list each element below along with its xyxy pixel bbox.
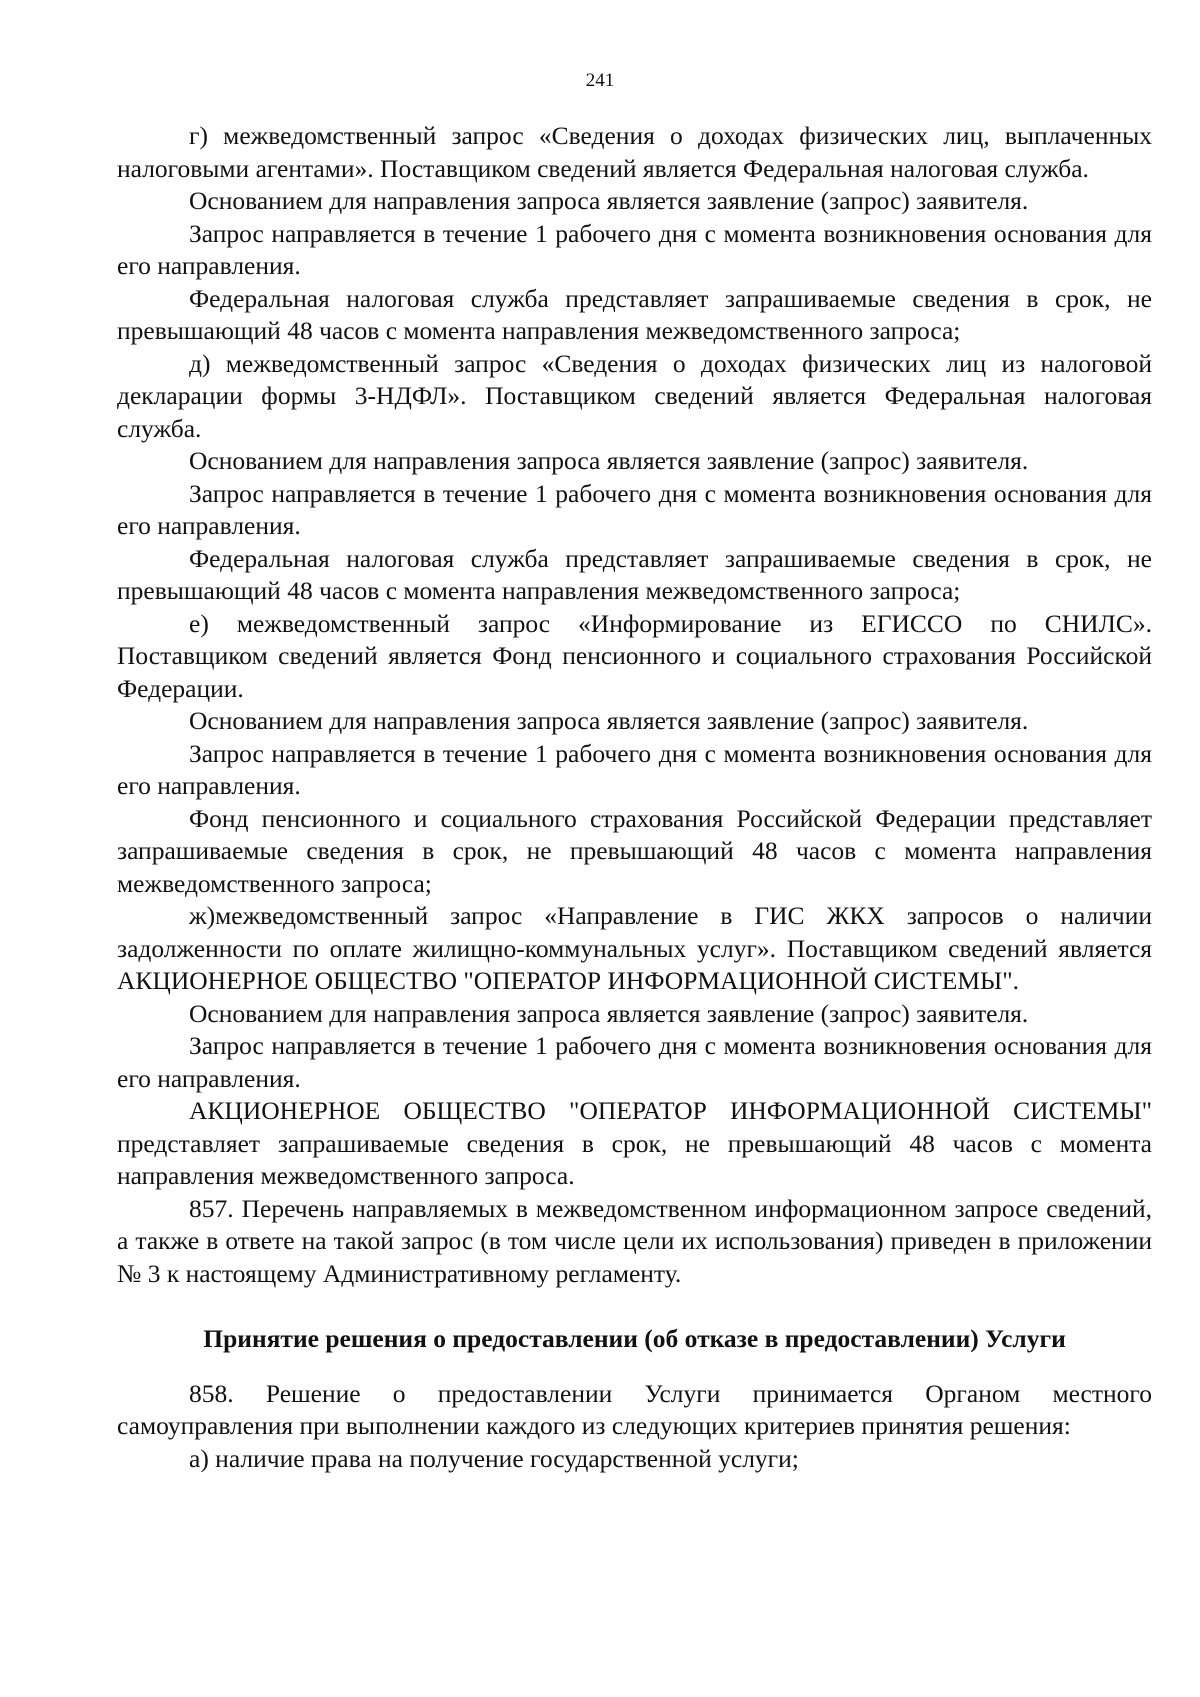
paragraph: Запрос направляется в течение 1 рабочего дня с момента возникновения основания для его направления. (117, 738, 1152, 800)
paragraph: д) межведомственный запрос «Сведения о доходах физических лиц из налоговой декларации формы 3-НДФЛ». Поставщиком сведений является Федеральная налоговая служба. (117, 348, 1152, 443)
paragraph: Основанием для направления запроса является заявление (запрос) заявителя. (189, 186, 1029, 215)
paragraph: Запрос направляется в течение 1 рабочего дня с момента возникновения основания для его направления. (117, 1031, 1152, 1093)
section-heading: Принятие решения о предоставлении (об отказе в предоставлении) Услуги (203, 1324, 1066, 1353)
paragraph: Запрос направляется в течение 1 рабочего дня с момента возникновения основания для его направления. (117, 218, 1152, 280)
paragraph: Основанием для направления запроса является заявление (запрос) заявителя. (189, 998, 1029, 1028)
paragraph: Основанием для направления запроса является заявление (запрос) заявителя. (189, 706, 1029, 735)
paragraph: Федеральная налоговая служба представляет запрашиваемые сведения в срок, не превышающий 48 часов с момента направления межведомственного запроса; (117, 543, 1152, 605)
paragraph: а) наличие права на получение государственной услуги; (189, 1443, 799, 1473)
paragraph: 857. Перечень направляемых в межведомственном информационном запросе сведений, а также в ответе на такой запрос (в том числе цели их использования) приведен в приложении № 3 к настоящему Административному регламенту. (117, 1193, 1152, 1288)
paragraph: ж)межведомственный запрос «Направление в ГИС ЖКХ запросов о наличии задолженности по оплате жилищно-коммунальных услуг». Поставщиком сведений является АКЦИОНЕРНОЕ ОБЩЕСТВО "ОПЕРАТОР ИНФОРМАЦИОННОЙ СИСТЕМЫ". (117, 901, 1152, 995)
paragraph: г) межведомственный запрос «Сведения о доходах физических лиц, выплаченных налоговыми агентами». Поставщиком сведений является Федеральная налоговая служба. (117, 121, 1152, 183)
paragraph: Федеральная налоговая служба представляет запрашиваемые сведения в срок, не превышающий 48 часов с момента направления межведомственного запроса; (117, 283, 1152, 345)
paragraph: Фонд пенсионного и социального страхования Российской Федерации представляет запрашиваемые сведения в срок, не превышающий 48 часов с момента направления межведомственного запроса; (117, 803, 1152, 898)
paragraph: Основанием для направления запроса является заявление (запрос) заявителя. (189, 446, 1029, 475)
paragraph: АКЦИОНЕРНОЕ ОБЩЕСТВО "ОПЕРАТОР ИНФОРМАЦИОННОЙ СИСТЕМЫ" представляет запрашиваемые сведения в срок, не превышающий 48 часов с момента направления межведомственного запроса. (117, 1096, 1152, 1190)
paragraph: 858. Решение о предоставлении Услуги принимается Органом местного самоуправления при выполнении каждого из следующих критериев принятия решения: (117, 1378, 1152, 1440)
page-number: 241 (585, 70, 615, 91)
document-body (117, 120, 1152, 1475)
paragraph: Запрос направляется в течение 1 рабочего дня с момента возникновения основания для его направления. (117, 478, 1152, 540)
paragraph: е) межведомственный запрос «Информирование из ЕГИССО по СНИЛС». Поставщиком сведений является Фонд пенсионного и социального страхования Российской Федерации. (117, 608, 1152, 703)
